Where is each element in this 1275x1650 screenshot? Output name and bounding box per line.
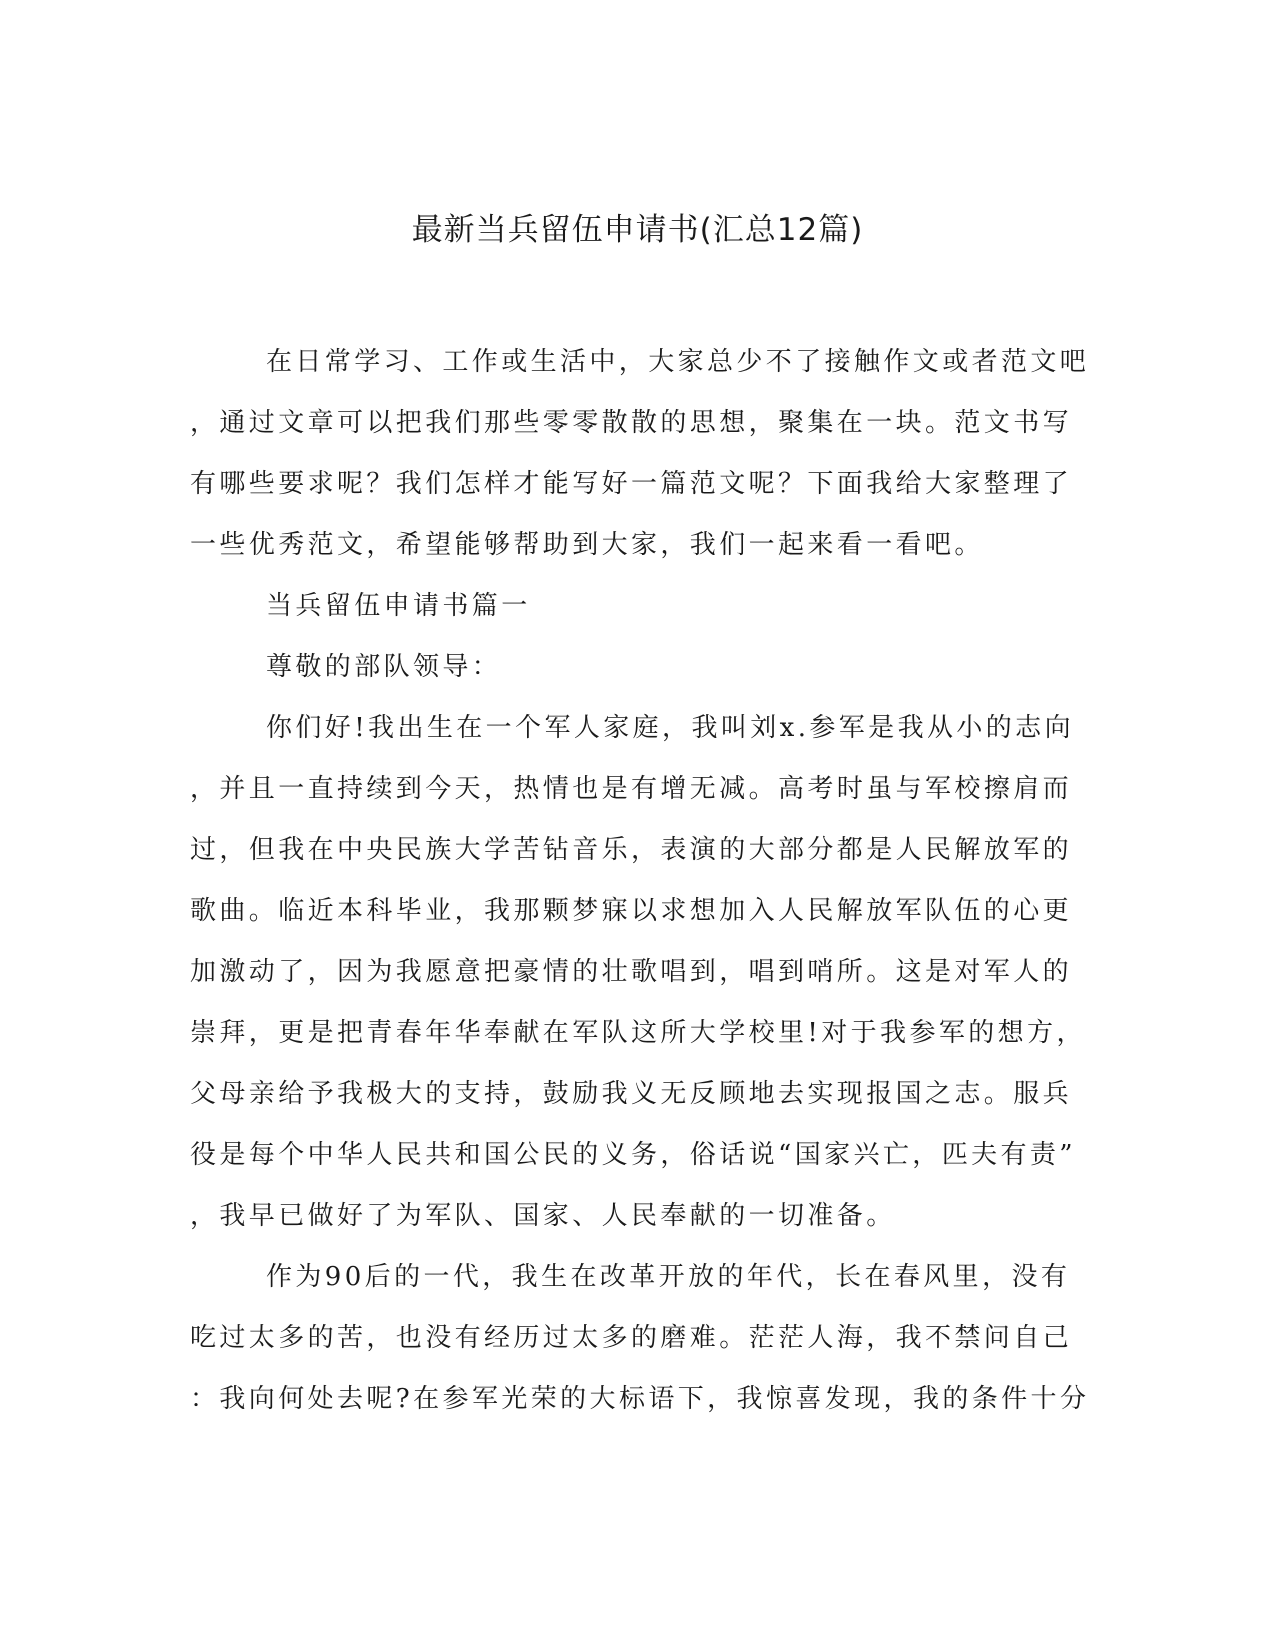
text-line: 在日常学习、工作或生活中，大家总少不了接触作文或者范文吧 xyxy=(266,347,1090,377)
document-title: 最新当兵留伍申请书(汇总12篇) xyxy=(411,212,864,248)
text-line: 当兵留伍申请书篇一 xyxy=(266,591,531,621)
text-line: 过，但我在中央民族大学苦钻音乐，表演的大部分都是人民解放军的 xyxy=(190,835,1073,865)
text-line: 父母亲给予我极大的支持，鼓励我义无反顾地去实现报国之志。服兵 xyxy=(190,1079,1073,1109)
text-line: 役是每个中华人民共和国公民的义务，俗话说“国家兴亡，匹夫有责” xyxy=(190,1140,1076,1170)
text-line: ，通过文章可以把我们那些零零散散的思想，聚集在一块。范文书写 xyxy=(190,408,1073,438)
body-paragraph xyxy=(190,698,1086,1247)
intro-paragraph xyxy=(190,332,1090,576)
text-line: ，并且一直持续到今天，热情也是有增无减。高考时虽与军校擦肩而 xyxy=(190,774,1073,804)
document-body xyxy=(190,332,1090,1430)
text-line: 一些优秀范文，希望能够帮助到大家，我们一起来看一看吧。 xyxy=(190,530,984,560)
text-line: 作为90后的一代，我生在改革开放的年代，长在春风里，没有 xyxy=(266,1262,1071,1292)
salutation xyxy=(190,637,1080,698)
text-line: 有哪些要求呢？我们怎样才能写好一篇范文呢？下面我给大家整理了 xyxy=(190,469,1073,499)
text-line: 崇拜，更是把青春年华奉献在军队这所大学校里!对于我参军的想方， xyxy=(190,1018,1086,1048)
text-line: 你们好!我出生在一个军人家庭，我叫刘x.参军是我从小的志向 xyxy=(266,713,1074,743)
text-line: 歌曲。临近本科毕业，我那颗梦寐以求想加入人民解放军队伍的心更 xyxy=(190,896,1073,926)
text-line: 加激动了，因为我愿意把豪情的壮歌唱到，唱到哨所。这是对军人的 xyxy=(190,957,1073,987)
section-heading xyxy=(190,576,1080,637)
text-line: ，我早已做好了为军队、国家、人民奉献的一切准备。 xyxy=(190,1201,896,1231)
text-line: 尊敬的部队领导： xyxy=(266,652,502,682)
text-line: 吃过太多的苦，也没有经历过太多的磨难。茫茫人海，我不禁问自己 xyxy=(190,1323,1073,1353)
text-line: ：我向何处去呢?在参军光荣的大标语下，我惊喜发现，我的条件十分 xyxy=(190,1384,1090,1414)
body-paragraph xyxy=(190,1247,1090,1430)
